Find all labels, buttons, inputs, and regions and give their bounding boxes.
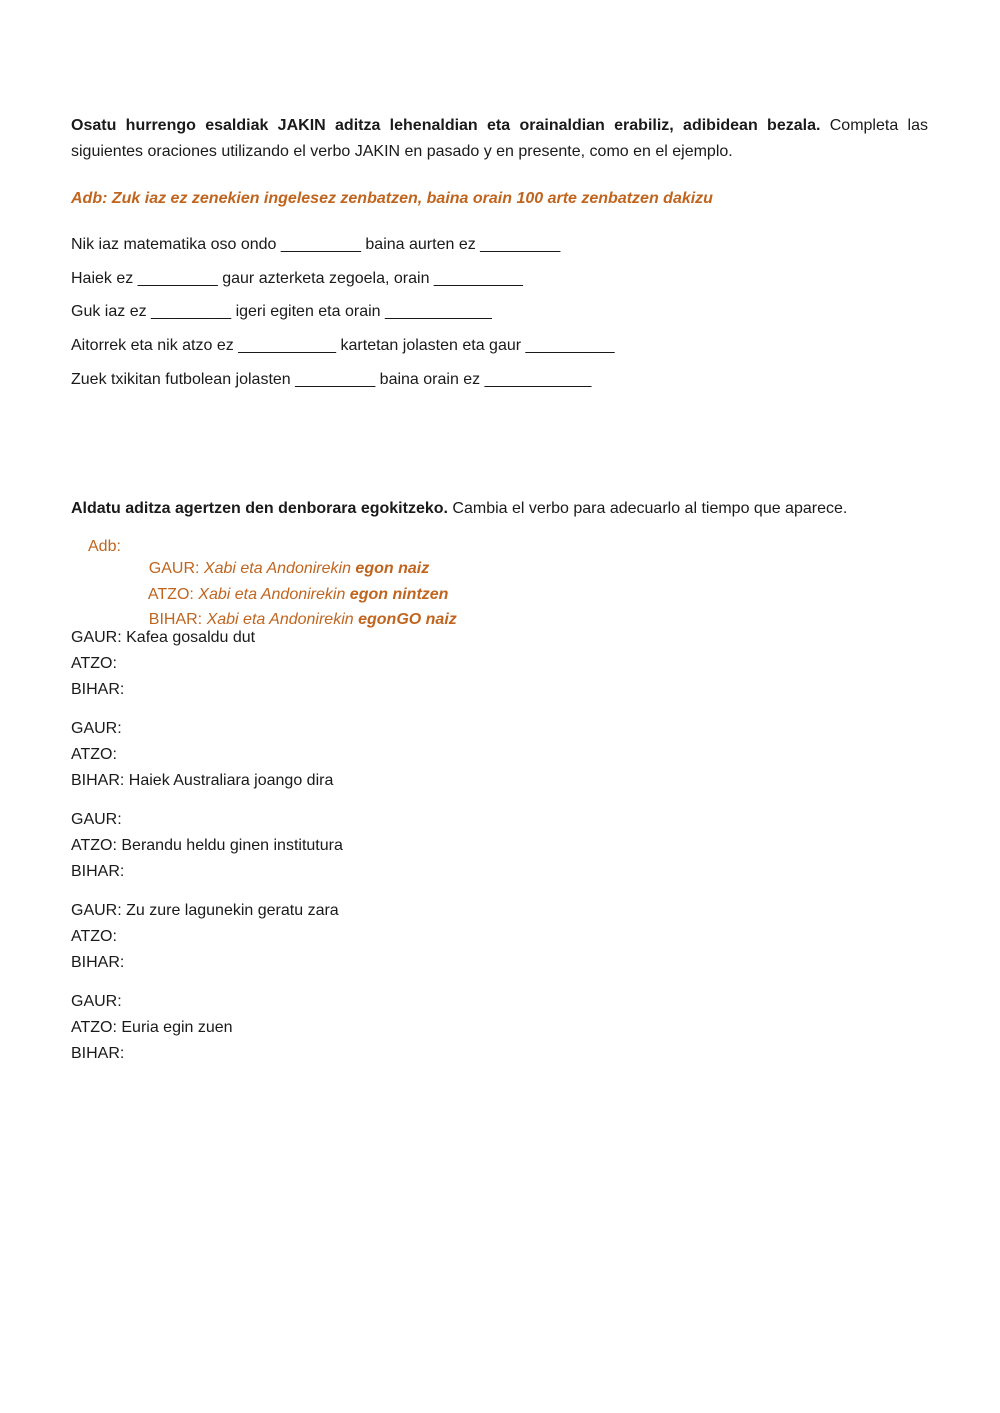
- group3-bihar: BIHAR:: [71, 863, 125, 880]
- group2-bihar: BIHAR: Haiek Australiara joango dira: [71, 772, 334, 789]
- example2-row-verb: egon nintzen: [349, 586, 449, 603]
- group5-bihar: BIHAR:: [71, 1045, 125, 1062]
- example2-row-label: ATZO:: [147, 586, 194, 603]
- example2-prefix: Adb:: [88, 538, 121, 555]
- example2-row-label: BIHAR:: [148, 611, 203, 628]
- group4-bihar: BIHAR:: [71, 954, 125, 971]
- group1-bihar: BIHAR:: [71, 681, 125, 698]
- group2-gaur: GAUR:: [71, 720, 122, 737]
- section1-example: Adb: Zuk iaz ez zenekien ingelesez zenbatzen, baina orain 100 arte zenbatzen dakizu: [71, 190, 713, 207]
- group4-atzo: ATZO:: [71, 928, 117, 945]
- group4-gaur: GAUR: Zu zure lagunekin geratu zara: [71, 902, 339, 919]
- section2-instruction: [71, 496, 928, 522]
- group5-gaur: GAUR:: [71, 993, 122, 1010]
- group5-atzo: ATZO: Euria egin zuen: [71, 1019, 233, 1036]
- example2-row-text: Xabi eta Andonirekin: [203, 560, 351, 577]
- sentence-3: Guk iaz ez _________ igeri egiten eta orain ____________: [71, 303, 492, 320]
- group3-gaur: GAUR:: [71, 811, 122, 828]
- sentence-4: Aitorrek eta nik atzo ez ___________ kartetan jolasten eta gaur __________: [71, 337, 615, 354]
- section2-instruction-bold: Aldatu aditza agertzen den denborara egokitzeko.: [71, 500, 448, 517]
- example2-row-label: GAUR:: [148, 560, 200, 577]
- sentence-1: Nik iaz matematika oso ondo _________ baina aurten ez _________: [71, 236, 561, 253]
- sentence-2: Haiek ez _________ gaur azterketa zegoela, orain __________: [71, 270, 523, 287]
- section1-instruction: [71, 113, 928, 165]
- example2-row-text: Xabi eta Andonirekin: [206, 611, 354, 628]
- example2-row-verb: egon naiz: [355, 560, 430, 577]
- section2-instruction-normal: Cambia el verbo para adecuarlo al tiempo que aparece.: [447, 500, 848, 517]
- example2-row-verb: egonGO naiz: [358, 611, 457, 628]
- group1-gaur: GAUR: Kafea gosaldu dut: [71, 629, 256, 646]
- example2-row-text: Xabi eta Andonirekin: [198, 586, 346, 603]
- group3-atzo: ATZO: Berandu heldu ginen institutura: [71, 837, 343, 854]
- group1-atzo: ATZO:: [71, 655, 117, 672]
- section1-instruction-bold: Osatu hurrengo esaldiak JAKIN aditza lehenaldian eta orainaldian erabiliz, adibidean bezala.: [71, 117, 821, 134]
- section1-instruction-normal: Completa las siguientes oraciones utilizando el verbo JAKIN en pasado y en presente, como en el ejemplo.: [71, 117, 928, 160]
- sentence-5: Zuek txikitan futbolean jolasten _________ baina orain ez ____________: [71, 371, 592, 388]
- group2-atzo: ATZO:: [71, 746, 117, 763]
